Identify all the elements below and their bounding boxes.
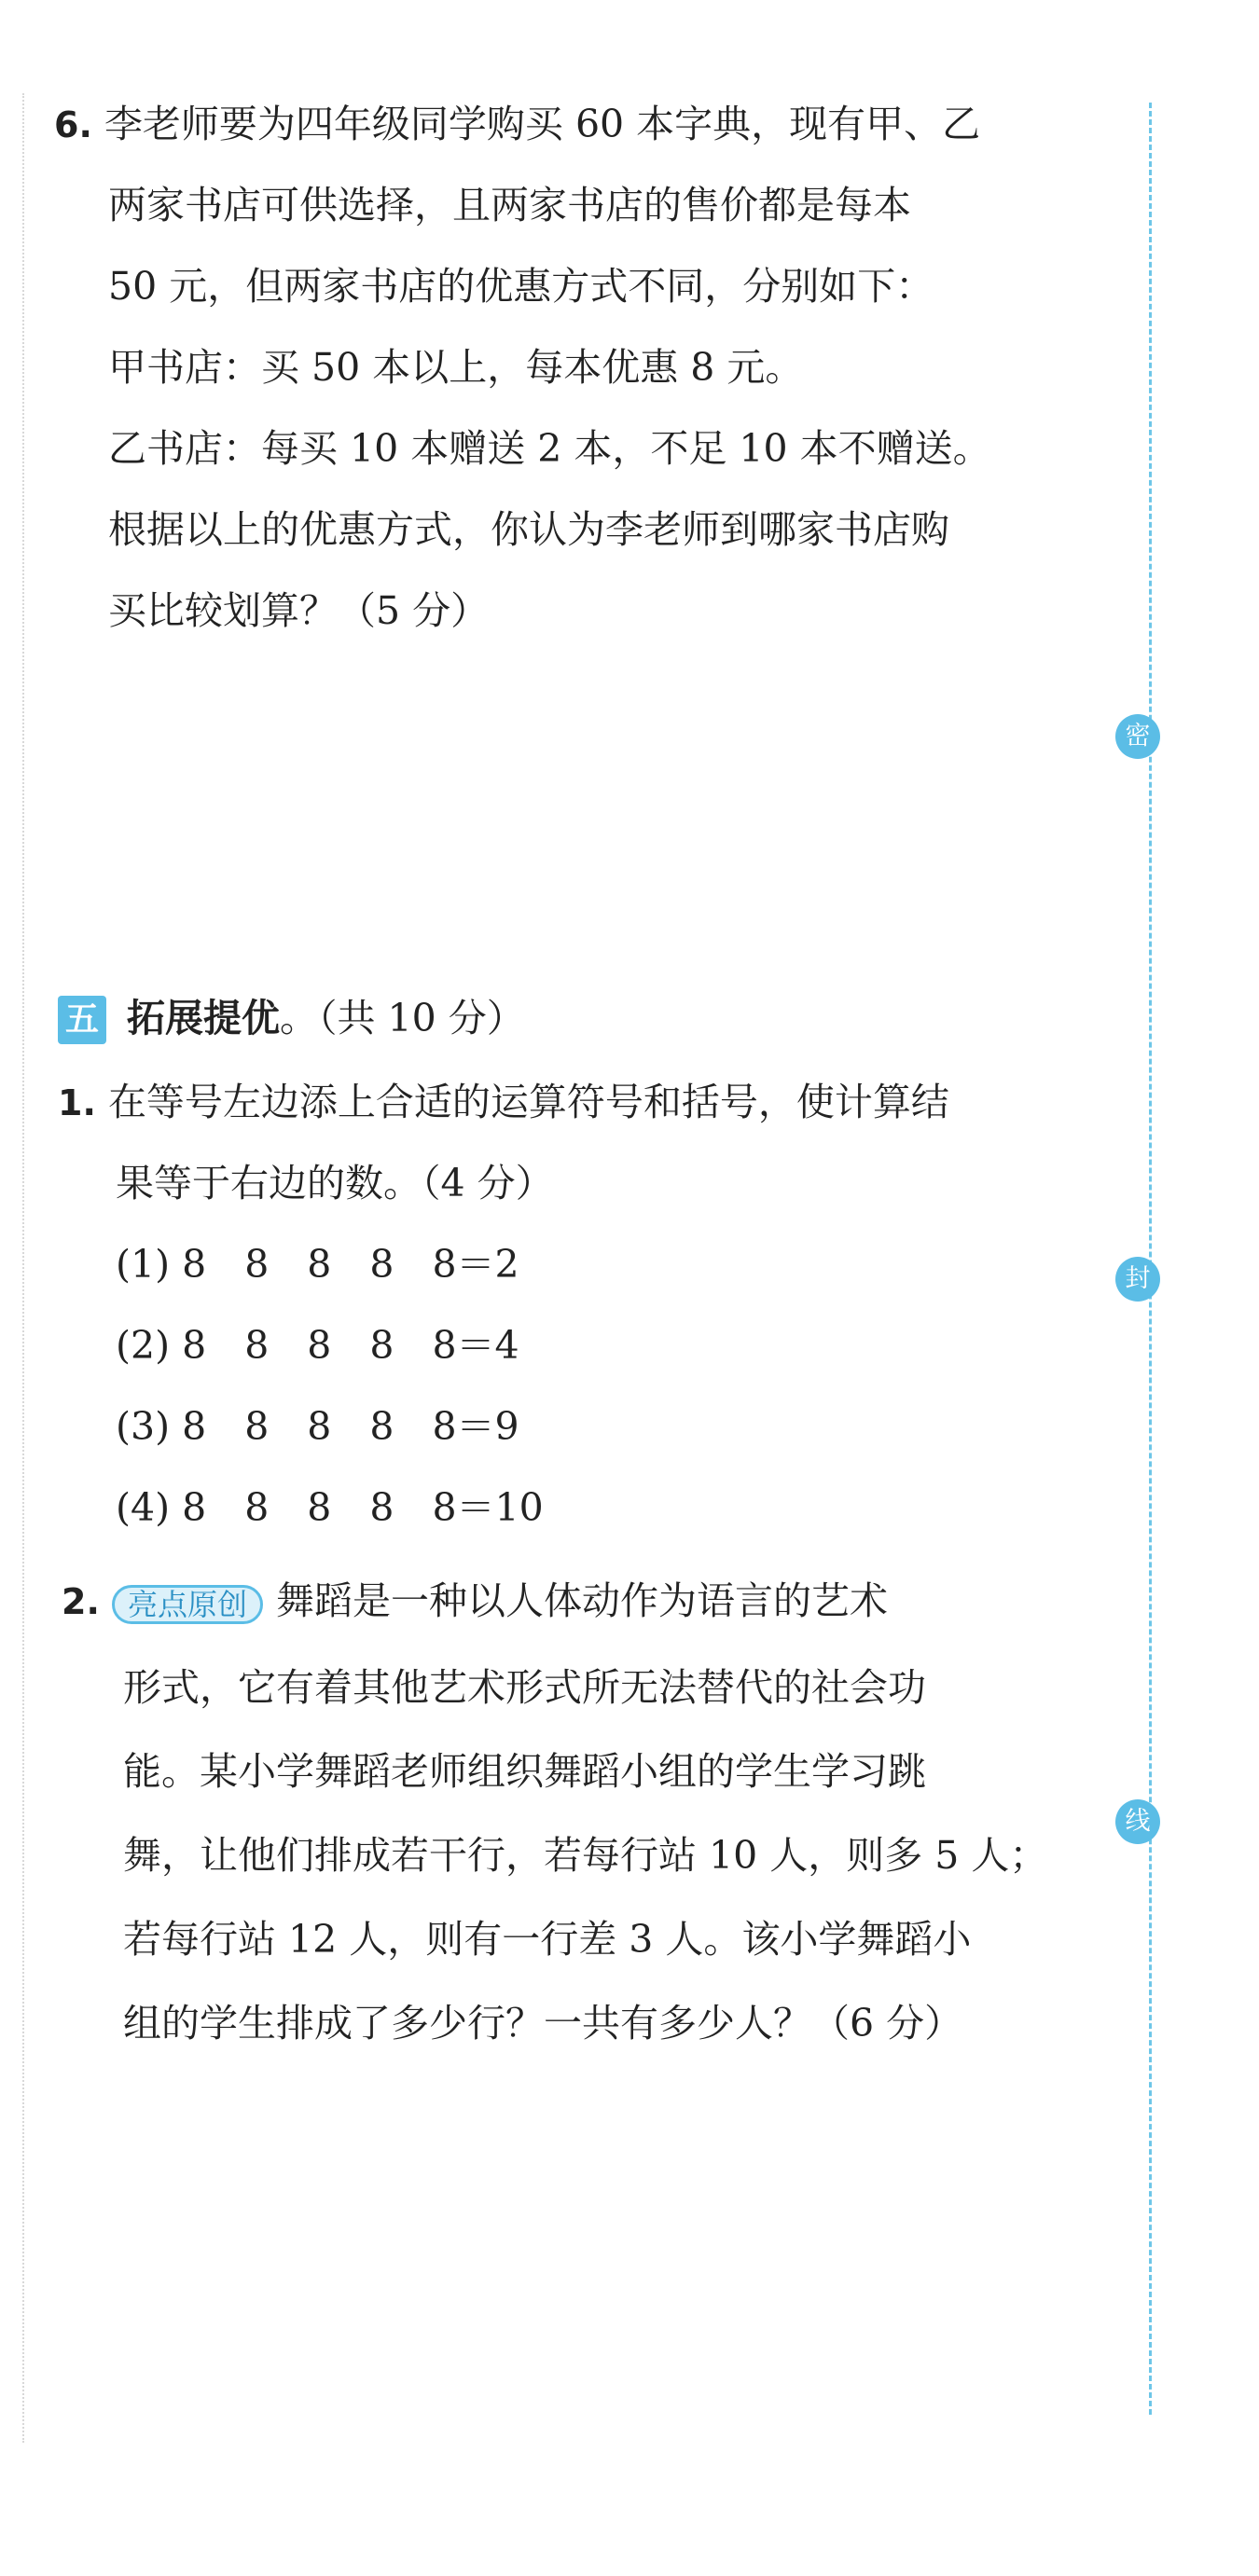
q2-number: 2. [62, 1581, 100, 1622]
section-5-tag: 五 [58, 996, 106, 1044]
seal-mark-xian: 线 [1115, 1799, 1160, 1844]
q1-eq4-label: (4) [116, 1485, 171, 1530]
q6-line-7: 买比较划算？（5 分） [108, 588, 490, 633]
seal-mark-feng: 封 [1115, 1257, 1160, 1302]
q2-line-3: 能。某小学舞蹈老师组织舞蹈小组的学生学习跳 [123, 1749, 926, 1794]
q1-eq3-label: (3) [116, 1404, 171, 1449]
q2-line-1 [62, 1578, 888, 1624]
q2-line-6: 组的学生排成了多少行？一共有多少人？（6 分） [123, 2001, 963, 2046]
q6-line-5: 乙书店：每买 10 本赠送 2 本，不足 10 本不赠送。 [108, 426, 991, 471]
q6-line-1 [54, 102, 981, 146]
q6-line-4: 甲书店：买 50 本以上，每本优惠 8 元。 [108, 345, 804, 390]
q1-eq1-expr: 8 8 8 8 8＝2 [182, 1242, 519, 1287]
q1-text-1: 在等号左边添上合适的运算符号和括号，使计算结 [107, 1080, 949, 1124]
highlight-original-badge: 亮点原创 [112, 1585, 263, 1624]
q2-line-5: 若每行站 12 人，则有一行差 3 人。该小学舞蹈小 [123, 1917, 972, 1962]
q6-number: 6. [54, 104, 92, 145]
q1-eq2-label: (2) [116, 1323, 171, 1368]
q1-line-2: 果等于右边的数。（4 分） [116, 1161, 554, 1205]
q1-eq1-label: (1) [116, 1242, 171, 1287]
q1-eq4-expr: 8 8 8 8 8＝10 [182, 1485, 544, 1530]
q1-eq3-expr: 8 8 8 8 8＝9 [182, 1404, 519, 1449]
page-left-border [22, 93, 24, 2443]
q1-equation-4 [116, 1485, 544, 1530]
section-5-title [127, 996, 525, 1040]
seal-mark-mi: 密 [1115, 714, 1160, 759]
q2-line-4: 舞，让他们排成若干行，若每行站 10 人，则多 5 人； [123, 1833, 1048, 1878]
q6-line-3: 50 元，但两家书店的优惠方式不同，分别如下： [108, 264, 934, 309]
binding-dashed-line [1149, 103, 1152, 2415]
q1-equation-2 [116, 1323, 519, 1368]
q1-eq2-expr: 8 8 8 8 8＝4 [182, 1323, 519, 1368]
section-5-title-text: 拓展提优 [127, 996, 280, 1040]
q6-line-6: 根据以上的优惠方式，你认为李老师到哪家书店购 [108, 507, 949, 552]
section-5-score: 。（共 10 分） [280, 996, 525, 1040]
q1-number: 1. [58, 1082, 96, 1123]
q1-equation-3 [116, 1404, 519, 1449]
q1-line-1 [58, 1080, 949, 1124]
q6-line-2: 两家书店可供选择，且两家书店的售价都是每本 [108, 183, 911, 227]
q1-equation-1 [116, 1242, 519, 1287]
q2-line-2: 形式，它有着其他艺术形式所无法替代的社会功 [123, 1665, 926, 1710]
q6-text-1: 李老师要为四年级同学购买 60 本字典，现有甲、乙 [104, 102, 981, 146]
q2-text-1: 舞蹈是一种以人体动作为语言的艺术 [275, 1578, 888, 1623]
